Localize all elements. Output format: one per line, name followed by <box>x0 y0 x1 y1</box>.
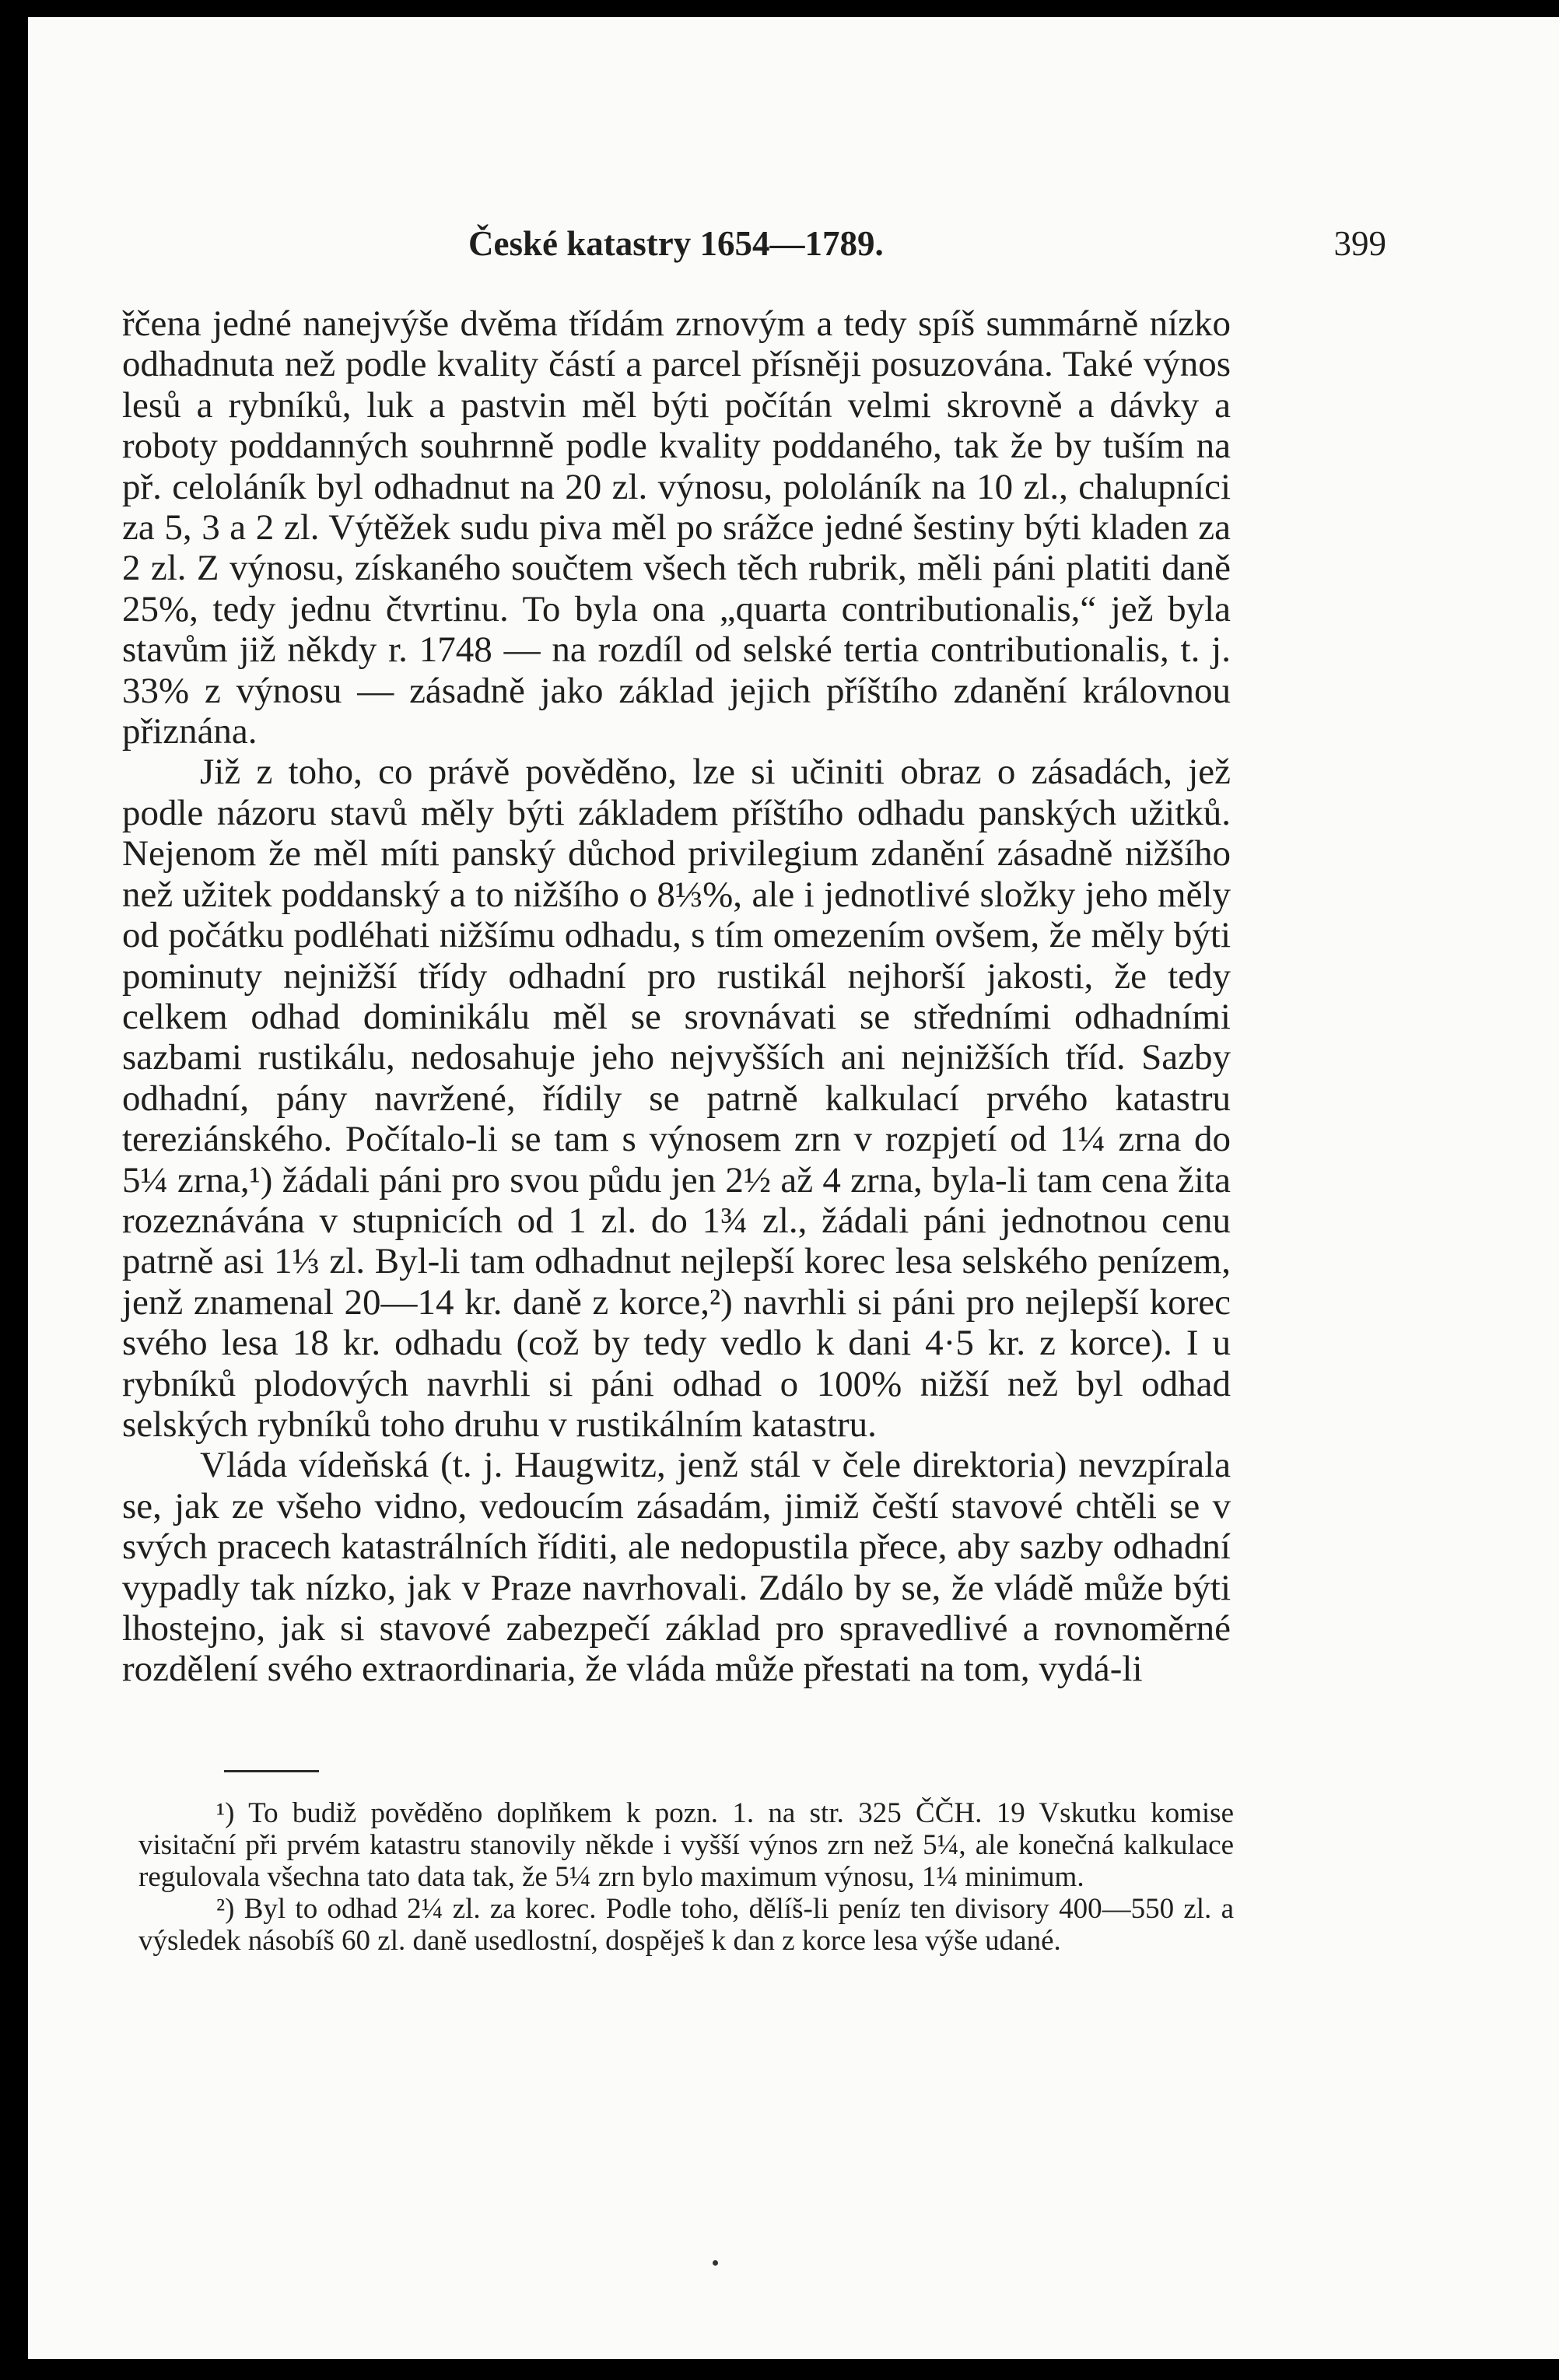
running-header <box>468 220 1386 267</box>
paragraph: Vláda vídeňská (t. j. Haugwitz, jenž stál v čele direktoria) nevzpírala se, jak ze všeho vidno, vedoucím zásadám, jimiž čeští stavové chtěli se v svých pracech katastrálních říditi, ale nedopustila přece, aby sazby odhadní vypadly tak nízko, jak v Praze navrhovali. Zdálo by se, že vládě může býti lhostejno, jak si stavové zabezpečí základ pro spravedlivé a rovnoměrné rozdělení svého extraordinaria, že vláda může přestati na tom, vydá-li <box>122 1445 1231 1690</box>
footnote: ²) Byl to odhad 2¼ zl. za korec. Podle toho, dělíš-li peníz ten divisory 400—550 zl. a výsledek násobíš 60 zl. daně usedlostní, dospěješ k dan z korce lesa výše udané. <box>138 1893 1234 1957</box>
running-title: České katastry 1654—1789. <box>468 224 884 263</box>
stray-mark <box>713 2260 718 2266</box>
body-text <box>122 303 1231 1690</box>
footnotes <box>138 1797 1234 1957</box>
footnote-separator <box>224 1770 319 1772</box>
footnote: ¹) To budiž pověděno doplňkem k pozn. 1. na str. 325 ČČH. 19 Vskutku komise visitační při prvém katastru stanovily někde i vyšší výnos zrn než 5¼, ale konečná kalkulace regulovala všechna tato data tak, že 5¼ zrn bylo maximum výnosu, 1¼ minimum. <box>138 1797 1234 1893</box>
page-number: 399 <box>1333 224 1386 263</box>
paragraph: řčena jedné nanejvýše dvěma třídám zrnovým a tedy spíš summárně nízko odhadnuta než podle kvality částí a parcel přísněji posuzována. Také výnos lesů a rybníků, luk a pastvin měl býti počítán velmi skrovně a dávky a roboty poddanných souhrnně podle kvality poddaného, tak že by tuším na př. celoláník byl odhadnut na 20 zl. výnosu, pololáník na 10 zl., chalupníci za 5, 3 a 2 zl. Výtěžek sudu piva měl po srážce jedné šestiny býti kladen za 2 zl. Z výnosu, získaného součtem všech těch rubrik, měli páni platiti daně 25%, tedy jednu čtvrtinu. To byla ona „quarta contributionalis,“ jež byla stavům již někdy r. 1748 — na rozdíl od selské tertia contributionalis, t. j. 33% z výnosu — zásadně jako základ jejich příštího zdanění královnou přiznána. <box>122 303 1231 752</box>
paragraph: Již z toho, co právě pověděno, lze si učiniti obraz o zásadách, jež podle názoru stavů měly býti základem příštího odhadu panských užitků. Nejenom že měl míti panský důchod privilegium zdanění zásadně nižšího než užitek poddanský a to nižšího o 8⅓%, ale i jednotlivé složky jeho měly od počátku podléhati nižšímu odhadu, s tím omezením ovšem, že měly býti pominuty nejnižší třídy odhadní pro rustikál nejhorší jakosti, že tedy celkem odhad dominikálu měl se srovnávati se středními odhadními sazbami rustikálu, nedosahuje jeho nejvyšších ani nejnižších tříd. Sazby odhadní, pány navržené, řídily se patrně kalkulací prvého katastru tereziánského. Počítalo-li se tam s výnosem zrn v rozpjetí od 1¼ zrna do 5¼ zrna,¹) žádali páni pro svou půdu jen 2½ až 4 zrna, byla-li tam cena žita rozeznávána v stupnicích od 1 zl. do 1¾ zl., žádali páni jednotnou cenu patrně asi 1⅓ zl. Byl-li tam odhadnut nejlepší korec lesa selského penízem, jenž znamenal 20—14 kr. daně z korce,²) navrhli si páni pro nejlepší korec svého lesa 18 kr. odhadu (což by tedy vedlo k dani 4·5 kr. z korce). I u rybníků plodových navrhli si páni odhad o 100% nižší než byl odhad selských rybníků toho druhu v rustikálním katastru. <box>122 752 1231 1445</box>
